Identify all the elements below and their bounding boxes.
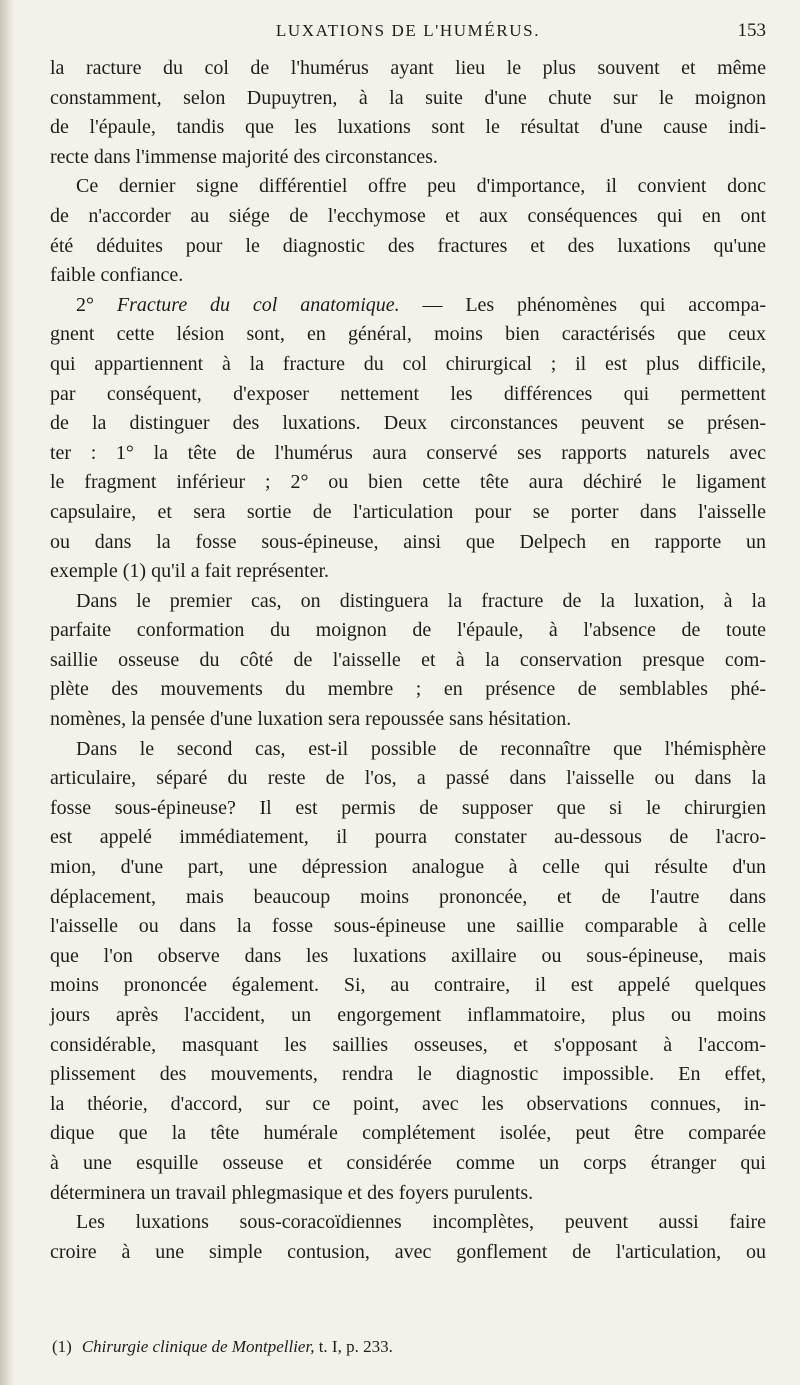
text-line: plissement des mouvements, rendra le diagnostic impossible. En effet,: [50, 1063, 766, 1086]
text-line: exemple (1) qu'il a fait représenter.: [50, 560, 330, 583]
text-line: considérable, masquant les saillies osseuses, et s'opposant à l'accom-: [50, 1033, 766, 1056]
text-line: par conséquent, d'exposer nettement les différences qui permettent: [50, 382, 766, 405]
text-line: Dans le second cas, est-il possible de reconnaître que l'hémisphère: [76, 737, 766, 760]
text-line: Ce dernier signe différentiel offre peu d'importance, il convient donc: [76, 175, 766, 198]
text-line: articulaire, séparé du reste de l'os, a passé dans l'aisselle ou dans la: [50, 767, 766, 790]
text-line: qui appartiennent à la fracture du col chirurgical ; il est plus difficile,: [50, 352, 766, 375]
text-line: nomènes, la pensée d'une luxation sera repoussée sans hésitation.: [50, 708, 572, 731]
text-line: saillie osseuse du côté de l'aisselle et à la conservation presque com-: [50, 648, 766, 671]
section-lead-text: — Les phénomènes qui accompa-: [422, 293, 767, 316]
page-number: 153: [737, 20, 766, 41]
text-line: ou dans la fosse sous-épineuse, ainsi que Delpech en rapporte un: [50, 530, 766, 553]
text-line: l'aisselle ou dans la fosse sous-épineuse une saillie comparable à celle: [50, 915, 766, 938]
text-line: est appelé immédiatement, il pourra constater au-dessous de l'acro-: [50, 826, 766, 849]
text-line: mion, d'une part, une dépression analogue à celle qui résulte d'un: [50, 856, 766, 879]
text-line: le fragment inférieur ; 2° ou bien cette tête aura déchiré le ligament: [50, 471, 766, 494]
text-line: faible confiance.: [50, 264, 184, 287]
text-line: ter : 1° la tête de l'humérus aura conservé ses rapports naturels avec: [50, 441, 766, 464]
text-line: que l'on observe dans les luxations axillaire ou sous-épineuse, mais: [50, 944, 766, 967]
section-number: 2°: [76, 293, 94, 316]
text-line: la théorie, d'accord, sur ce point, avec les observations connues, in-: [50, 1092, 766, 1115]
section-title: Fracture du col anatomique.: [116, 293, 400, 316]
text-line: Les luxations sous-coracoïdiennes incomplètes, peuvent aussi faire: [76, 1211, 766, 1234]
running-title: LUXATIONS DE L'HUMÉRUS.: [275, 21, 541, 40]
text-line: à une esquille osseuse et considérée comme un corps étranger qui: [50, 1151, 766, 1174]
text-line: plète des mouvements du membre ; en présence de semblables phé-: [50, 678, 766, 701]
text-line: Dans le premier cas, on distinguera la fracture de la luxation, à la: [76, 589, 766, 612]
text-line: recte dans l'immense majorité des circonstances.: [50, 145, 438, 168]
text-line: capsulaire, et sera sortie de l'articulation pour se porter dans l'aisselle: [50, 500, 766, 523]
text-line: dique que la tête humérale complétement isolée, peut être comparée: [50, 1122, 766, 1145]
text-line: de l'épaule, tandis que les luxations sont le résultat d'une cause indi-: [50, 116, 766, 139]
text-line: constamment, selon Dupuytren, à la suite d'une chute sur le moignon: [50, 86, 766, 109]
footnote-marker: (1): [52, 1337, 72, 1356]
body-text: [50, 54, 766, 1267]
text-line: gnent cette lésion sont, en général, moins bien caractérisés que ceux: [50, 323, 766, 346]
text-line: croire à une simple contusion, avec gonflement de l'articulation, ou: [50, 1240, 766, 1263]
text-line: jours après l'accident, un engorgement inflammatoire, plus ou moins: [50, 1004, 766, 1026]
text-line: été déduites pour le diagnostic des fractures et des luxations qu'une: [50, 234, 766, 257]
running-head: [50, 16, 766, 46]
text-line: déterminera un travail phlegmasique et des foyers purulents.: [50, 1181, 534, 1204]
footnote-reference: t. I, p. 233.: [318, 1337, 393, 1356]
binding-shadow: [0, 0, 14, 1385]
text-line: de n'accorder au siége de l'ecchymose et aux conséquences qui en ont: [50, 204, 766, 227]
text-line: la racture du col de l'humérus ayant lieu le plus souvent et même: [50, 57, 766, 79]
footnote-book-title: Chirurgie clinique de Montpellier,: [81, 1337, 315, 1356]
text-line: déplacement, mais beaucoup moins prononcée, et de l'autre dans: [50, 885, 766, 908]
text-line: de la distinguer des luxations. Deux circonstances peuvent se présen-: [50, 412, 766, 435]
text-line: parfaite conformation du moignon de l'épaule, à l'absence de toute: [50, 619, 766, 642]
text-line: moins prononcée également. Si, au contraire, il est appelé quelques: [50, 974, 766, 997]
section-heading-line: [50, 291, 766, 321]
text-line: fosse sous-épineuse? Il est permis de supposer que si le chirurgien: [50, 796, 766, 819]
footnote: [52, 1335, 393, 1359]
